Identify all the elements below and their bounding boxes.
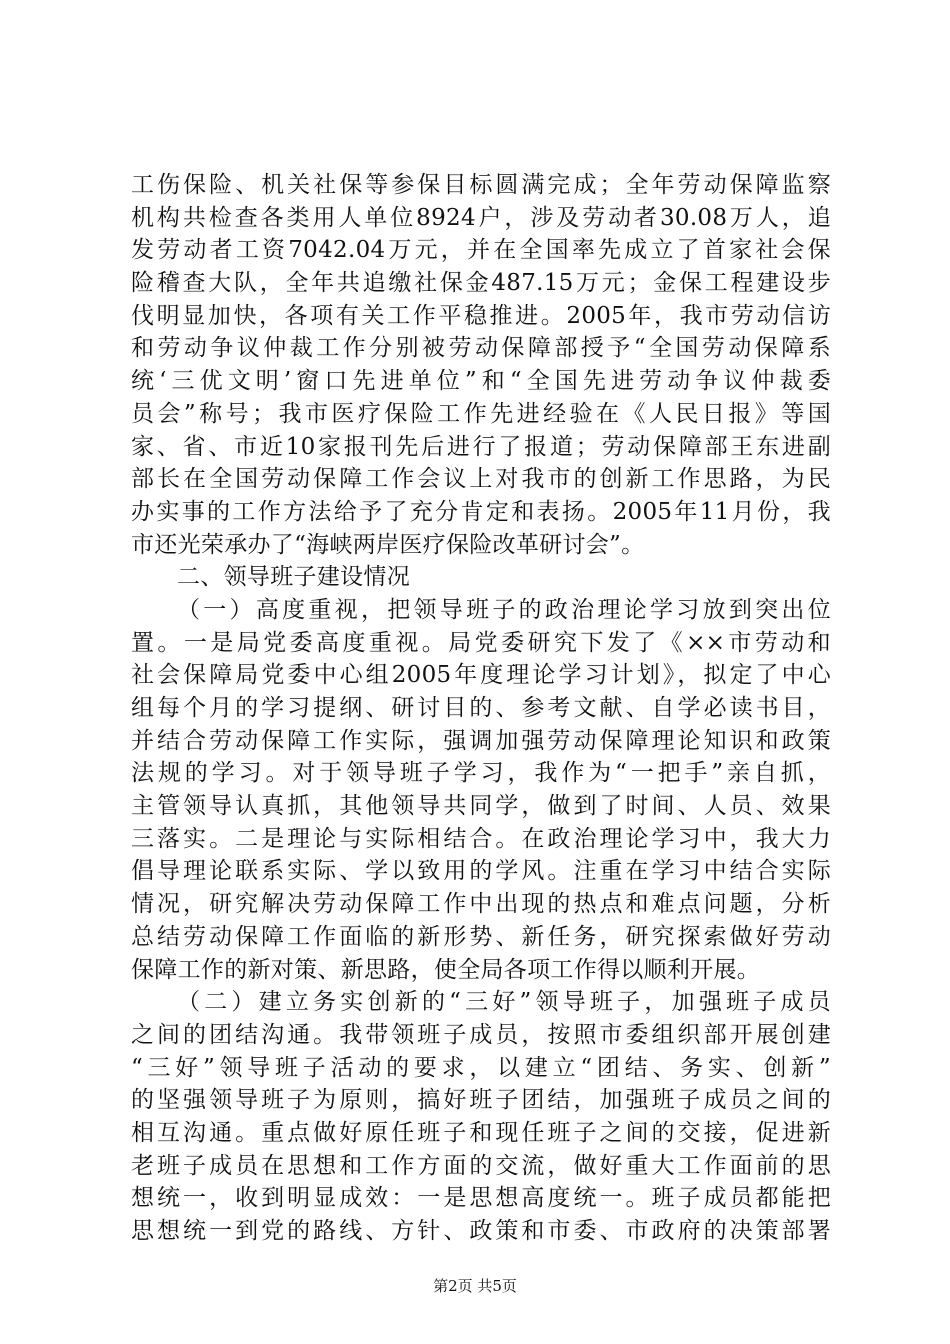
text-line: 发劳动者工资7042.04万元，并在全国率先成立了首家社会保 [131, 237, 831, 264]
text-line: 置。一是局党委高度重视。局党委研究下发了《××市劳动和 [131, 629, 831, 656]
body-text [131, 169, 831, 1248]
text-line: 组每个月的学习提纲、研讨目的、参考文献、自学必读书目， [131, 695, 831, 721]
subsection-heading: （二）建立务实创新的“三好”领导班子，加强班子成员 [177, 989, 831, 1016]
text-line: 并结合劳动保障工作实际，强调加强劳动保障理论知识和政策 [131, 727, 831, 754]
text-line: 总结劳动保障工作面临的新形势、新任务，研究探索做好劳动 [131, 923, 831, 950]
text-line: 统‘三优文明’窗口先进单位”和“全国先进劳动争议仲裁委 [131, 368, 831, 395]
text-line: 思想统一到党的路线、方针、政策和市委、市政府的决策部署 [131, 1218, 831, 1244]
text-line: 员会”称号；我市医疗保险工作先进经验在《人民日报》等国 [131, 400, 831, 427]
text-line: 家、省、市近10家报刊先后进行了报道；劳动保障部王东进副 [131, 433, 831, 460]
text-line: 保障工作的新对策、新思路，使全局各项工作得以顺利开展。 [131, 956, 761, 983]
text-line: 老班子成员在思想和工作方面的交流，做好重大工作面前的思 [131, 1152, 831, 1179]
text-line: “三好”领导班子活动的要求，以建立“团结、务实、创新” [131, 1054, 831, 1081]
text-line: 社会保障局党委中心组2005年度理论学习计划》，拟定了中心 [131, 662, 831, 689]
text-line: 之间的团结沟通。我带领班子成员，按照市委组织部开展创建 [131, 1021, 831, 1048]
text-line: 情况，研究解决劳动保障工作中出现的热点和难点问题，分析 [131, 891, 831, 918]
text-line: 法规的学习。对于领导班子学习，我作为“一把手”亲自抓， [131, 760, 831, 787]
text-line: 伐明显加快，各项有关工作平稳推进。2005年，我市劳动信访 [131, 302, 831, 329]
text-line: 和劳动争议仲裁工作分别被劳动保障部授予“全国劳动保障系 [131, 335, 831, 362]
text-line: 部长在全国劳动保障工作会议上对我市的创新工作思路，为民 [131, 466, 831, 493]
text-line: 工伤保险、机关社保等参保目标圆满完成；全年劳动保障监察 [131, 172, 831, 198]
text-line: 办实事的工作方法给予了充分肯定和表扬。2005年11月份，我 [131, 498, 831, 525]
text-line: 相互沟通。重点做好原任班子和现任班子之间的交接，促进新 [131, 1119, 831, 1146]
text-line: 的坚强领导班子为原则，搞好班子团结，加强班子成员之间的 [131, 1087, 831, 1114]
subsection-heading: （一）高度重视，把领导班子的政治理论学习放到突出位 [177, 596, 831, 623]
section-heading: 二、领导班子建设情况 [177, 564, 410, 591]
text-line: 市还光荣承办了“海峡两岸医疗保险改革研讨会”。 [131, 531, 645, 558]
text-line: 机构共检查各类用人单位8924户，涉及劳动者30.08万人，追 [131, 204, 831, 231]
text-line: 想统一，收到明显成效：一是思想高度统一。班子成员都能把 [131, 1185, 831, 1212]
text-line: 险稽查大队，全年共追缴社保金487.15万元；金保工程建设步 [131, 270, 831, 297]
text-line: 三落实。二是理论与实际相结合。在政治理论学习中，我大力 [131, 825, 831, 852]
page-number-footer: 第2页 共5页 [433, 1277, 517, 1295]
text-line: 主管领导认真抓，其他领导共同学，做到了时间、人员、效果 [131, 793, 831, 820]
text-line: 倡导理论联系实际、学以致用的学风。注重在学习中结合实际 [131, 858, 831, 885]
